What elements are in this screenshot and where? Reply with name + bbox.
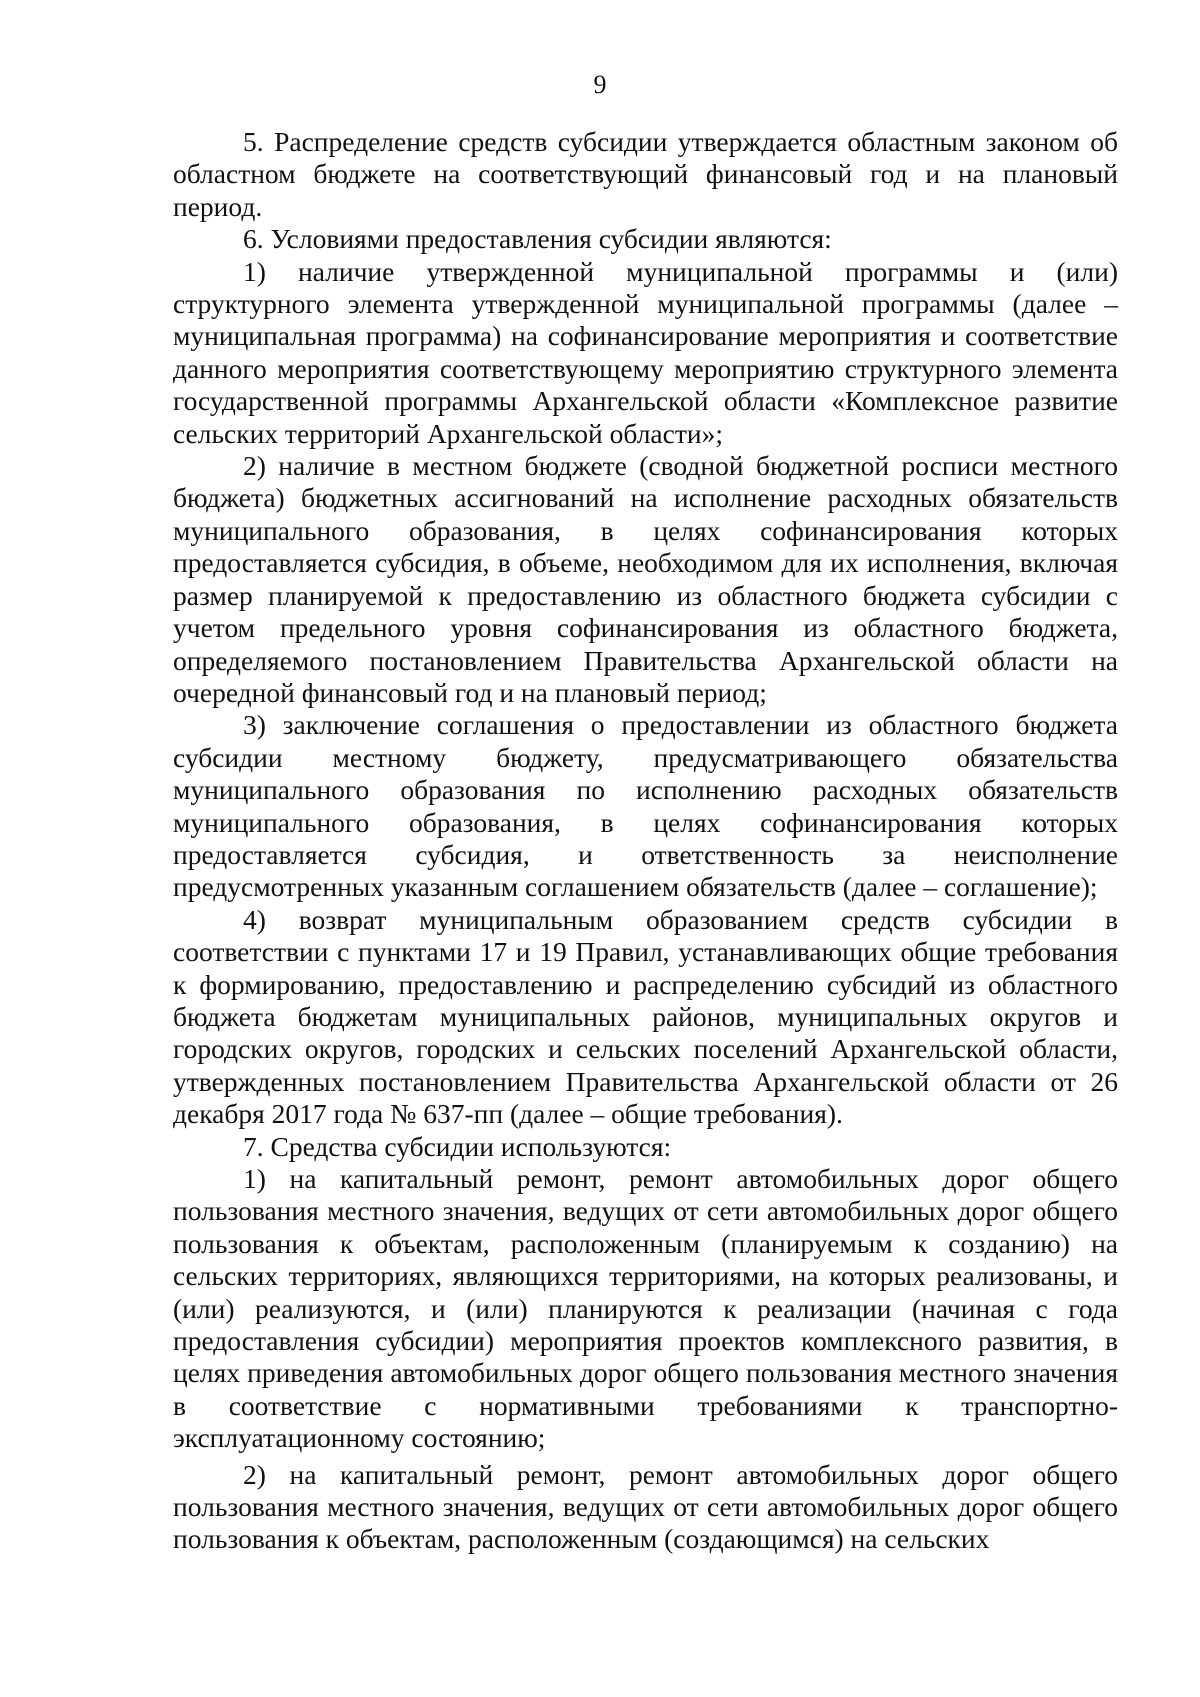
usage-2: 2) на капитальный ремонт, ремонт автомобильных дорог общего пользования местного значения, ведущих от сети автомобильных дорог общего пользования к объектам, расположенным (создающимся) на сельских [173, 1458, 1118, 1555]
paragraph-5: 5. Распределение средств субсидии утверждается областным законом об областном бюджете на соответствующий финансовый год и на плановый период. [173, 126, 1118, 222]
condition-3: 3) заключение соглашения о предоставлении из областного бюджета субсидии местному бюджету, предусматривающего обязательства муниципального образования по исполнению расходных обязательств муниципального образования, в целях софинансирования которых предоставляется субсидия, и ответственность за неисполнение предусмотренных указанным соглашением обязательств (далее – соглашение); [173, 709, 1118, 903]
paragraph-7-heading: 7. Средства субсидии используются: [243, 1130, 672, 1162]
condition-4: 4) возврат муниципальным образованием средств субсидии в соответствии с пунктами 17 и 19 Правил, устанавливающих общие требования к формированию, предоставлению и распределению субсидий из областного бюджета бюджетам муниципальных районов, муниципальных округов и городских округов, городских и сельских поселений Архангельской области, утвержденных постановлением Правительства Архангельской области от 26 декабря 2017 года № 637-пп (далее – общие требования). [173, 903, 1118, 1130]
condition-2: 2) наличие в местном бюджете (сводной бюджетной росписи местного бюджета) бюджетных ассигнований на исполнение расходных обязательств муниципального образования, в целях софинансирования которых предоставляется субсидия, в объеме, необходимом для их исполнения, включая размер планируемой к предоставлению из областного бюджета субсидии с учетом предельного уровня софинансирования из областного бюджета, определяемого постановлением Правительства Архангельской области на очередной финансовый год и на плановый период; [173, 450, 1118, 708]
document-body [173, 126, 1118, 1556]
condition-1: 1) наличие утвержденной муниципальной программы и (или) структурного элемента утвержденной муниципальной программы (далее – муниципальная программа) на софинансирование мероприятия и соответствие данного мероприятия соответствующему мероприятию структурного элемента государственной программы Архангельской области «Комплексное развитие сельских территорий Архангельской области»; [173, 255, 1118, 449]
usage-1: 1) на капитальный ремонт, ремонт автомобильных дорог общего пользования местного значения, ведущих от сети автомобильных дорог общего пользования к объектам, расположенным (планируемым к созданию) на сельских территориях, являющихся территориями, на которых реализованы, и (или) реализуются, и (или) планируются к реализации (начиная с года предоставления субсидии) мероприятия проектов комплексного развития, в целях приведения автомобильных дорог общего пользования местного значения в соответствие с нормативными требованиями к транспортно-эксплуатационному состоянию; [173, 1163, 1118, 1454]
page-number: 9 [593, 70, 607, 99]
paragraph-6-heading: 6. Условиями предоставления субсидии являются: [243, 223, 832, 255]
